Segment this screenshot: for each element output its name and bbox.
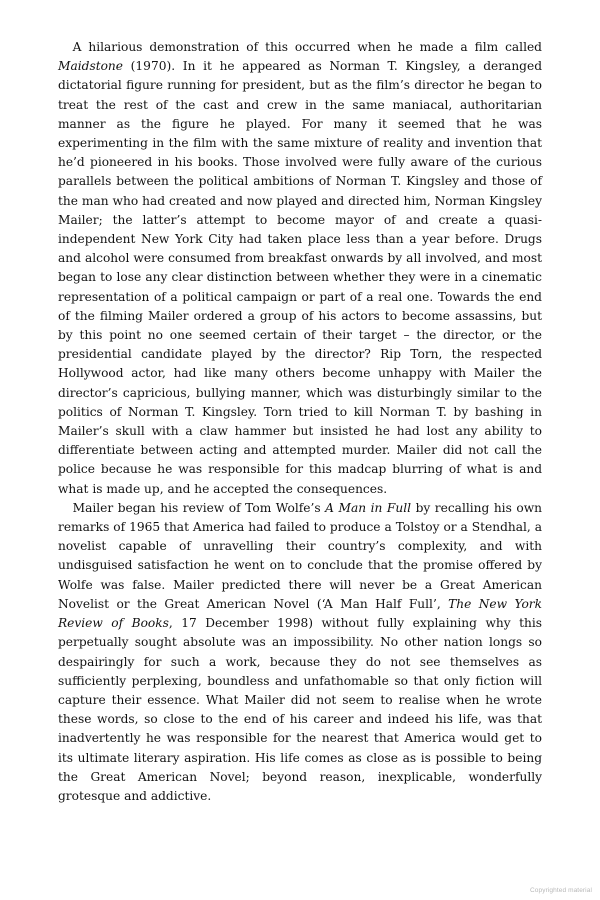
text-run: (1970). In it he appeared as Norman T. Kingsley, a deranged dictatorial figure running for president, but as the film’s director he began to treat the rest of the cast and crew in the same maniacal, authoritarian manner as the figure he played. For many it seemed that he was experimenting in the film with the same mixture of reality and invention that he’d pioneered in his books. Those involved were fully aware of the curious parallels between the political ambitions of Norman T. Kingsley and those of the man who had created and now played and directed him, Norman Kingsley Mailer; the latter’s attempt to become mayor of and create a quasi-independent New York City had taken place less than a year before. Drugs and alcohol were consumed from breakfast onwards by all involved, and most began to lose any clear distinction between whether they were in a cinematic representation of a political campaign or part of a real one. Towards the end of the filming Mailer ordered a group of his actors to become assassins, but by this point no one seemed certain of their target – the director, or the presidential candidate played by the director? Rip Torn, the respected Hollywood actor, had like many others become unhappy with Mailer the director’s capricious, bullying manner, which was disturbingly similar to the politics of Norman T. Kingsley. Torn tried to kill Norman T. by bashing in Mailer’s skull with a claw hammer but insisted he had lost any ability to differentiate between acting and attempted murder. Mailer did not call the police because he was responsible for this madcap blurring of what is and what is made up, and he accepted the consequences. xyxy=(58,59,542,496)
text-run: A hilarious demonstration of this occurred when he made a film called xyxy=(72,40,542,54)
paragraph-2 xyxy=(58,499,542,806)
italic-title-run: A Man in Full xyxy=(325,500,412,515)
text-run: , 17 December 1998) without fully explaining why this perpetually sought absolute was an impossibility. No other nation longs so despairingly for such a work, because they do not see themselves as sufficiently perplexing, boundless and unfathomable so that only fiction will capture their essence. What Mailer did not seem to realise when he wrote these words, so close to the end of his career and indeed his life, was that inadvertently he was responsible for the nearest that America would get to its ultimate literary aspiration. His life comes as close as is possible to being the Great American Novel; beyond reason, inexplicable, wonderfully grotesque and addictive. xyxy=(58,616,543,803)
italic-title-run: Maidstone xyxy=(58,59,123,74)
paragraph-1 xyxy=(58,38,542,499)
copyright-watermark: Copyrighted material xyxy=(530,887,592,894)
text-run: by recalling his own remarks of 1965 that America had failed to produce a Tolstoy or a Stendhal, a novelist capable of unravelling their country’s complexity, and with undisguised satisfaction he went on to conclude that the promise offered by Wolfe was false. Mailer predicted there will never be a Great American Novelist or the Great American Novel (‘A Man Half Full’, xyxy=(58,500,542,611)
text-run: Mailer began his review of Tom Wolfe’s xyxy=(72,500,326,515)
italic-title-run: The New York Review of Books xyxy=(58,596,542,631)
body-text xyxy=(58,38,542,806)
